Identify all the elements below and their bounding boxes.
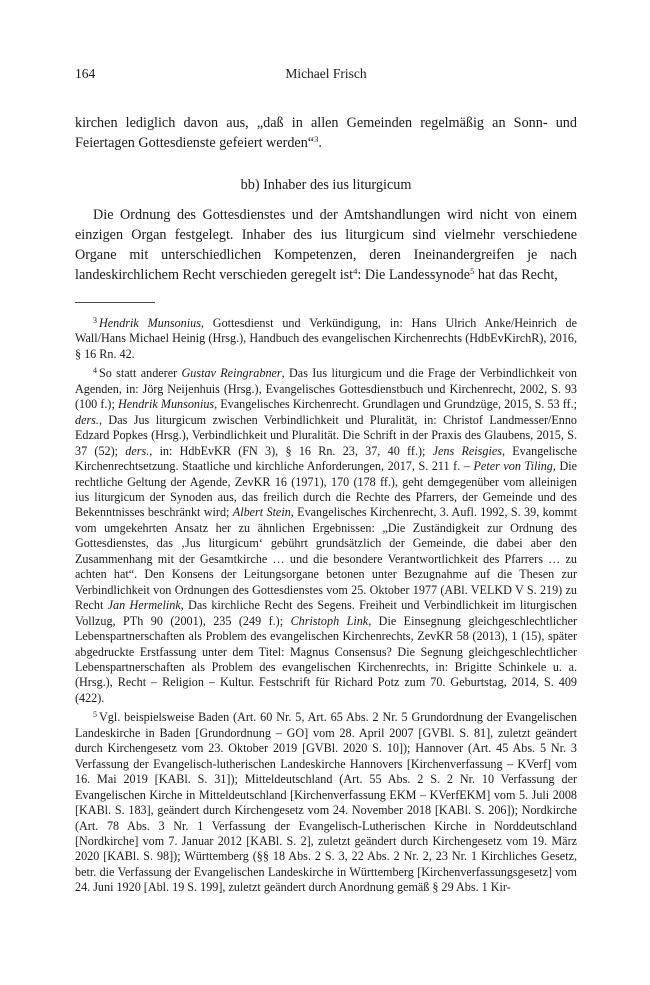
running-head: Michael Frisch bbox=[285, 66, 367, 81]
footnotes bbox=[75, 316, 577, 900]
paragraph-2: Die Ordnung des Gottesdienstes und der Amtshandlungen wird nicht von einem einzigen Organ festgelegt. Inhaber des ius liturgicum sind vielmehr verschiedene Organe mit unterschiedlichen Kompetenzen, deren Ineinandergreifen je nach landeskirchlichem Recht verschieden geregelt ist$^4$: Die Landessynode$^5$ hat das Recht, bbox=[75, 207, 577, 283]
page-header bbox=[75, 66, 577, 86]
page-number: 164 bbox=[75, 66, 96, 81]
footnote-3: $^3$ Hendrik Munsonius, Gottesdienst und Verkündigung, in: Hans Ulrich Anke/Heinrich de Wall/Hans Michael Heinig (Hrsg.), Handbuch des evangelischen Kirchenrechts (HdbEvKirchR), 2016, § 16 Rn. 42. bbox=[75, 316, 577, 361]
paragraph-1: kirchen lediglich davon aus, „daß in allen Gemeinden regelmäßig an Sonn- und Feiertagen Gottesdienste gefeiert werden“$^3$. bbox=[75, 115, 577, 151]
main-text bbox=[75, 113, 577, 285]
footnote-5: $^5$ Vgl. beispielsweise Baden (Art. 60 Nr. 5, Art. 65 Abs. 2 Nr. 5 Grundordnung der Evangelischen Landeskirche in Baden [Grundordnung – GO] vom 28. April 2007 [GVBl. S. 81], zuletzt geändert durch Kirchengesetz vom 23. Oktober 2019 [GVBl. 2020 S. 10]); Hannover (Art. 45 Abs. 5 Nr. 3 Verfassung der Evangelisch-lutherischen Landeskirche Hannovers [Kirchenverfassung – KVerf] vom 16. Mai 2019 [KABl. S. 31]); Mitteldeutschland (Art. 55 Abs. 2 S. 2 Nr. 10 Verfassung der Evangelischen Kirche in Mitteldeutschland [Kirchenverfassung EKM – KVerfEKM] vom 5. Juli 2008 [KABl. S. 183], geändert durch Kirchengesetz vom 24. November 2018 [KABl. S. 206]); Nordkirche (Art. 78 Abs. 3 Nr. 1 Verfassung der Evangelisch-Lutherischen Kirche in Norddeutschland [Nordkirche] vom 7. Januar 2012 [KABl. S. 2], zuletzt geändert durch Kirchengesetz vom 19. März 2020 [KABl. S. 98]); Württemberg (§§ 18 Abs. 2 S. 3, 22 Abs. 2 Nr. 2, 23 Nr. 1 Kirchliches Gesetz, betr. die Verfassung der Evangelischen Landeskirche in Württemberg [Kirchenverfassungsgesetz] vom 24. Juni 1920 [Abl. 19 S. 199], zuletzt geändert durch Anordnung gemäß § 29 Abs. 1 Kir- bbox=[75, 710, 577, 895]
footnote-separator bbox=[75, 302, 155, 303]
footnote-ref-3: 3 bbox=[314, 134, 319, 144]
section-subheading: bb) Inhaber des ius liturgicum bbox=[240, 177, 412, 193]
footnote-4: $^4$ So statt anderer Gustav Reingrabner, Das Ius liturgicum und die Frage der Verbindlichkeit von Agenden, in: Jörg Neijenhuis (Hrsg.), Evangelisches Gottesdienstbuch und Kirchenrecht, 2002, S. 93 (100 f.); Hendrik Munsonius, Evangelisches Kirchenrecht. Grundlagen und Grundzüge, 2015, S. 53 ff.; ders., Das Jus liturgicum zwischen Verbindlichkeit und Pluralität, in: Christof Landmesser/Enno Edzard Popkes (Hrsg.), Verbindlichkeit und Pluralität. Die Schrift in der Praxis des Glaubens, 2015, S. 37 (52); ders., in: HdbEvKR (FN 3), § 16 Rn. 23, 37, 40 ff.); Jens Reisgies, Evangelische Kirchenrechtsetzung. Staatliche und kirchliche Anforderungen, 2017, S. 211 f. – Peter von Tiling, Die rechtliche Geltung der Agende, ZevKR 16 (1971), 170 (178 ff.), geht demgegenüber vom alleinigen ius liturgicum der Synoden aus, das freilich durch die Rechte des Pfarrers, der Gemeinde und des Bekenntnisses beschränkt wird; Albert Stein, Evangelisches Kirchenrecht, 3. Aufl. 1992, S. 39, kommt vom umgekehrten Ansatz her zu ähnlichen Ergebnissen: „Die Zuständigkeit zur Ordnung des Gottesdienstes, das ‚Jus liturgicum‘ gebührt grundsätzlich der Gemeinde, die dabei aber den Zusammenhang mit der Gesamtkirche … und die besondere Verantwortlichkeit des Pfarrers … zu achten hat“. Den Konsens der Leitungsorgane betonen unter Bezugnahme auf die Thesen zur Verbindlichkeit von Ordnungen des Gottesdienstes vom 25. Oktober 1977 (ABl. VELKD V S. 219) zu Recht Jan Hermelink, Das kirchliche Recht des Segens. Freiheit und Verbindlichkeit im liturgischen Vollzug, PTh 90 (2001), 235 (249 f.); Christoph Link, Die Einsegnung gleichgeschlechtlicher Lebenspartnerschaften als Problem des evangelischen Kirchenrechts, ZevKR 58 (2013), 1 (15), später abgedruckte Erstfassung unter dem Titel: Magnus Consensus? Die Segnung gleichgeschlechtlicher Lebenspartnerschaften als Problem des evangelischen Kirchenrechts, in: Brigitte Schinkele u. a. (Hrsg.), Recht – Religion – Kultur. Festschrift für Richard Potz zum 70. Geburtstag, 2014, S. 409 (422). bbox=[75, 366, 578, 705]
footnote-ref-5: 5 bbox=[470, 266, 475, 276]
footnote-ref-4: 4 bbox=[353, 266, 358, 276]
